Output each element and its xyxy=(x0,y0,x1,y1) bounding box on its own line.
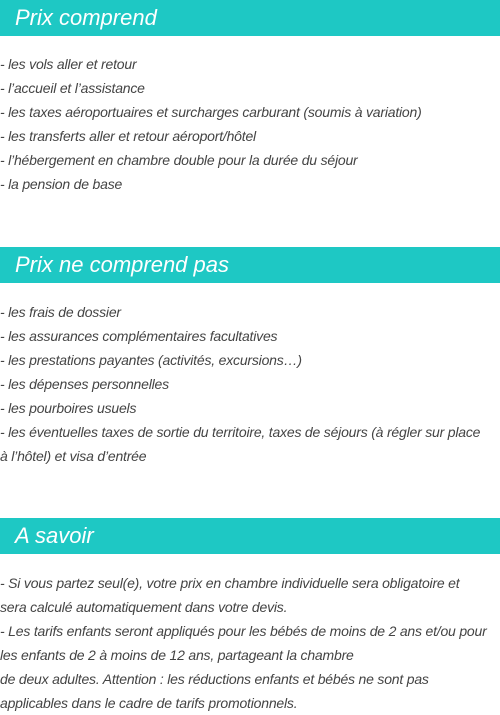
list-item: - les vols aller et retour xyxy=(0,56,137,72)
section-header-prix-ne-comprend-pas: Prix ne comprend pas xyxy=(0,247,500,283)
list-item: applicables dans le cadre de tarifs promotionnels. xyxy=(0,695,298,711)
list-item: - les taxes aéroportuaires et surcharges carburant (soumis à variation) xyxy=(0,104,422,120)
list-item: - les dépenses personnelles xyxy=(0,376,169,392)
section-header-a-savoir: A savoir xyxy=(0,518,500,554)
list-item: à l’hôtel) et visa d’entrée xyxy=(0,448,147,464)
list-item: - Les tarifs enfants seront appliqués pour les bébés de moins de 2 ans et/ou pour xyxy=(0,623,487,639)
list-item: - les pourboires usuels xyxy=(0,400,137,416)
list-item: les enfants de 2 à moins de 12 ans, partageant la chambre xyxy=(0,647,354,663)
list-item: de deux adultes. Attention : les réductions enfants et bébés ne sont pas xyxy=(0,671,429,687)
section-header-prix-comprend: Prix comprend xyxy=(0,0,500,36)
list-item: - la pension de base xyxy=(0,176,123,192)
list-item: - l’hébergement en chambre double pour la durée du séjour xyxy=(0,152,358,168)
good-to-know-list xyxy=(0,571,500,715)
list-item: - Si vous partez seul(e), votre prix en chambre individuelle sera obligatoire et xyxy=(0,575,460,591)
not-included-list xyxy=(0,300,500,468)
list-item: - les prestations payantes (activités, excursions…) xyxy=(0,352,302,368)
list-item: - les assurances complémentaires facultatives xyxy=(0,328,278,344)
list-item: - les éventuelles taxes de sortie du territoire, taxes de séjours (à régler sur place xyxy=(0,424,481,440)
included-list xyxy=(0,52,500,196)
list-item: - les frais de dossier xyxy=(0,304,121,320)
list-item: - les transferts aller et retour aéroport/hôtel xyxy=(0,128,256,144)
list-item: sera calculé automatiquement dans votre devis. xyxy=(0,599,288,615)
list-item: - l’accueil et l’assistance xyxy=(0,80,145,96)
